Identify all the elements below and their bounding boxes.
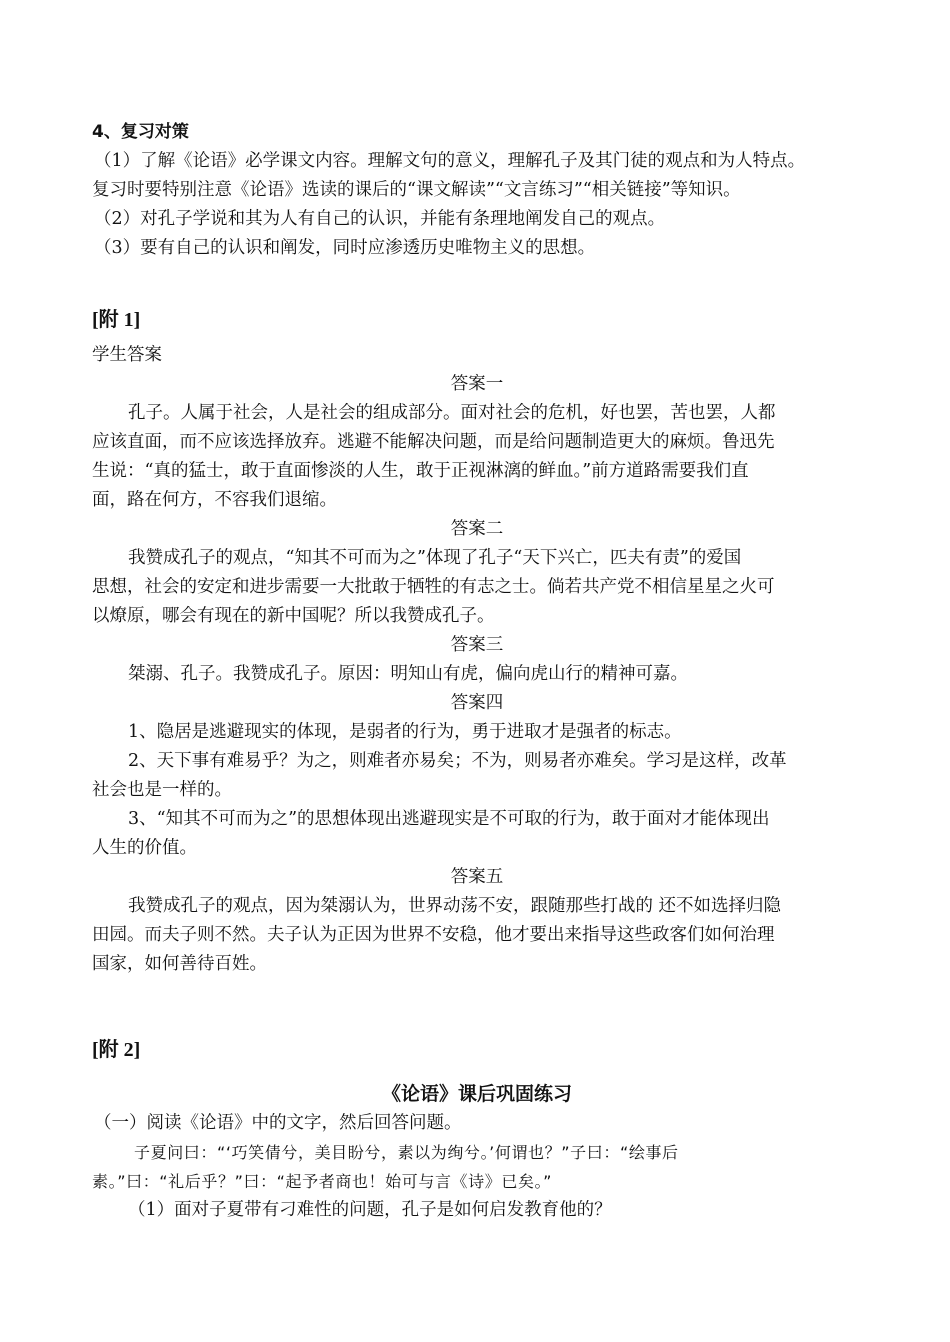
document-page [92,118,862,1225]
strategy-item: （2）对孔子学说和其为人有自己的认识，并能有条理地阐发自己的观点。 [94,209,666,229]
exercise-question: （1）面对子夏带有刁难性的问题，孔子是如何启发教育他的？ [128,1200,612,1220]
answer-line: 思想，社会的安定和进步需要一大批敢于牺牲的有志之士。倘若共产党不相信星星之火可 [92,577,775,597]
strategy-item: （1）了解《论语》必学课文内容。理解文句的意义，理解孔子及其门徒的观点和为人特点。 [94,151,806,171]
answer-line: 人生的价值。 [92,838,197,858]
answer-title: 答案三 [450,635,504,655]
quote-line: 子夏问曰：“‘巧笑倩兮，美目盼兮，素以为绚兮。’何谓也？”子曰：“绘事后 [134,1143,679,1162]
answer-line: 生说：“真的猛士，敢于直面惨淡的人生，敢于正视淋漓的鲜血。”前方道路需要我们直 [92,461,749,481]
exercise-title: 《论语》课后巩固练习 [381,1083,572,1105]
answer-line: 应该直面，而不应该选择放弃。逃避不能解决问题，而是给问题制造更大的麻烦。鲁迅先 [92,432,775,452]
quote-line: 素。”曰：“礼后乎？”曰：“起予者商也！始可与言《诗》已矣。” [92,1172,553,1191]
answer-line: 桀溺、孔子。我赞成孔子。原因：明知山有虎，偏向虎山行的精神可嘉。 [128,664,688,684]
answer-title: 答案二 [450,519,504,539]
answer-line: 孔子。人属于社会，人是社会的组成部分。面对社会的危机，好也罢，苦也罢，人都 [128,403,776,423]
answer-title: 答案五 [450,867,504,887]
appendix-label: [附 2] [92,1039,141,1061]
answer-title: 答案一 [450,374,504,394]
exercise-intro: （一）阅读《论语》中的文字，然后回答问题。 [94,1113,462,1133]
answer-line: 2、天下事有难易乎？为之，则难者亦易矣；不为，则易者亦难矣。学习是这样，改革 [128,751,787,771]
answer-line: 国家，如何善待百姓。 [92,954,267,974]
answer-line: 社会也是一样的。 [92,780,232,800]
appendix-label: [附 1] [92,309,141,331]
answer-title: 答案四 [450,693,504,713]
strategy-item: （3）要有自己的认识和阐发，同时应渗透历史唯物主义的思想。 [94,238,596,258]
answer-line: 田园。而夫子则不然。夫子认为正因为世界不安稳，他才要出来指导这些政客们如何治理 [92,925,775,945]
answer-line: 1、隐居是逃避现实的体现，是弱者的行为，勇于进取才是强者的标志。 [128,722,682,742]
answer-line: 3、“知其不可而为之”的思想体现出逃避现实是不可取的行为，敢于面对才能体现出 [128,809,770,829]
strategy-item: 复习时要特别注意《论语》选读的课后的“课文解读”“文言练习”“相关链接”等知识。 [92,180,741,200]
appendix-subtitle: 学生答案 [92,345,162,365]
answer-line: 我赞成孔子的观点，“知其不可而为之”体现了孔子“天下兴亡，匹夫有责”的爱国 [128,548,742,568]
answer-line: 我赞成孔子的观点，因为桀溺认为，世界动荡不安，跟随那些打战的 还不如选择归隐 [128,896,782,916]
answer-line: 面，路在何方，不容我们退缩。 [92,490,337,510]
answer-line: 以燎原，哪会有现在的新中国呢？所以我赞成孔子。 [92,606,495,626]
section-heading: 4、复习对策 [92,122,189,142]
